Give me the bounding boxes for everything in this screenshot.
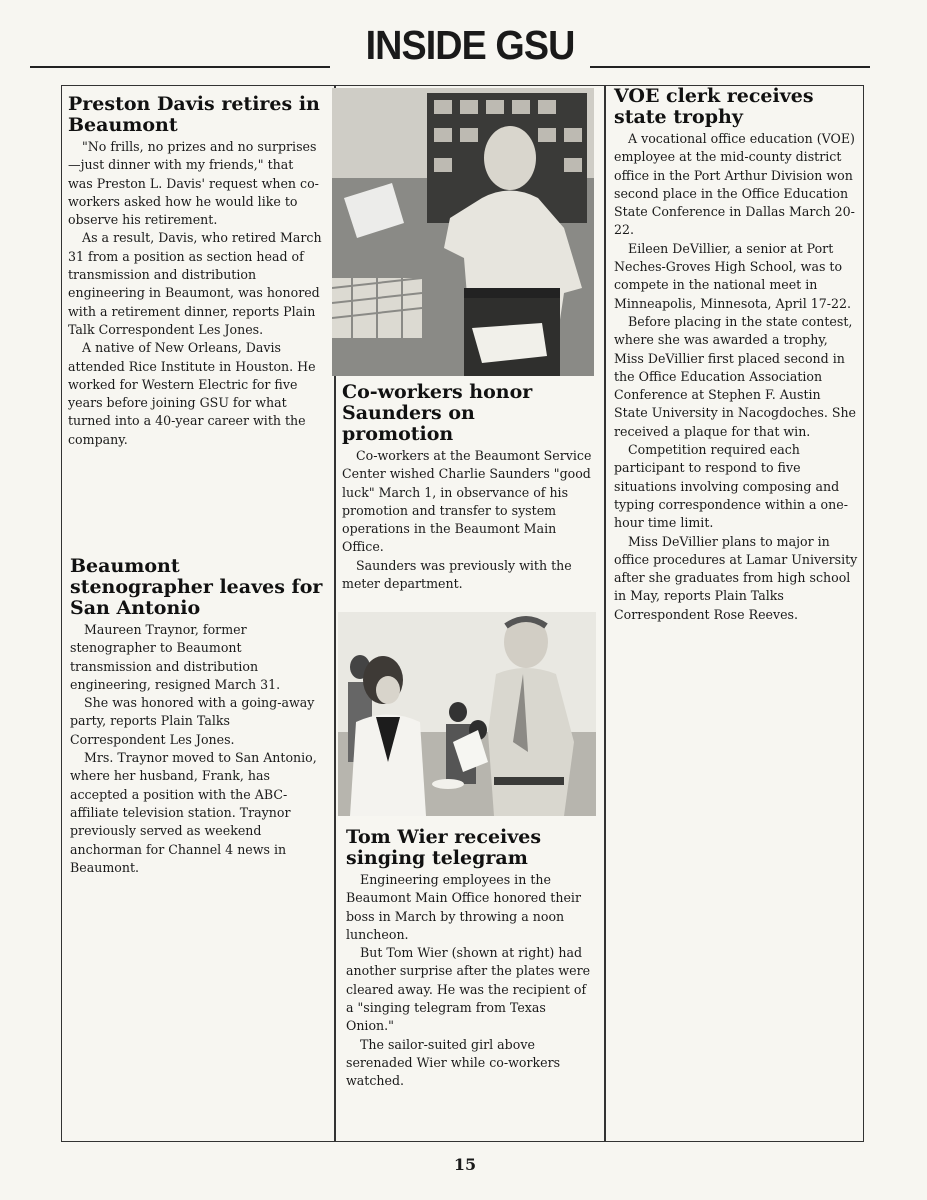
story-paragraph: Eileen DeVillier, a senior at Port Neches-Groves High School, was to compete in the national meet in Minneapolis, Minnesota, April 17-22. [614, 240, 852, 311]
page-number: 15 [453, 1155, 477, 1174]
story-paragraph: But Tom Wier (shown at right) had another surprise after the plates were cleared away. He was the recipient of a "singing telegram from Texas Onion." [346, 945, 591, 1034]
story-saunders [342, 382, 592, 593]
photo-saunders [332, 88, 594, 376]
story-paragraph: As a result, Davis, who retired March 31 from a position as section head of transmission and distribution engineering in Beaumont, was honored with a retirement dinner, reports Plain Talk Correspondent Les Jones. [68, 230, 322, 337]
story-headline: Co-workers honor Saunders on promotion [342, 381, 533, 445]
article-frame [61, 85, 864, 1142]
story-wier [346, 827, 592, 1091]
story-paragraph: Co-workers at the Beaumont Service Center wished Charlie Saunders "good luck" March 1, in observance of his promotion and transfer to system operations in the Beaumont Main Office. [342, 448, 592, 555]
story-voe [614, 86, 858, 624]
story-traynor [70, 556, 324, 877]
story-paragraph: A vocational office education (VOE) employee at the mid-county district office in the Port Arthur Division won second place in the Office Education State Conference in Dallas March 20-22. [614, 131, 855, 238]
story-headline: Preston Davis retires in Beaumont [68, 93, 320, 136]
story-headline: Tom Wier receives singing telegram [346, 826, 542, 869]
section-title: INSIDE GSU [365, 22, 575, 68]
story-paragraph: The sailor-suited girl above serenaded Wier while co-workers watched. [346, 1036, 561, 1089]
story-paragraph: Maureen Traynor, former stenographer to Beaumont transmission and distribution engineering, resigned March 31. [70, 622, 281, 692]
story-paragraph: A native of New Orleans, Davis attended Rice Institute in Houston. He worked for Western Electric for five years before joining GSU for what turned into a 40-year career with the company. [68, 340, 316, 447]
story-paragraph: Miss DeVillier plans to major in office procedures at Lamar University after she graduates from high school in May, reports Plain Talks Correspondent Rose Reeves. [614, 533, 858, 622]
header-rule-right [590, 66, 870, 68]
story-davis [68, 94, 322, 449]
header-rule-left [30, 66, 330, 68]
story-paragraph: Competition required each participant to respond to five situations involving composing and typing correspondence within a one-hour time limit. [614, 442, 848, 531]
story-paragraph: Engineering employees in the Beaumont Main Office honored their boss in March by throwing a noon luncheon. [346, 872, 581, 942]
saunders-photo-illustration [332, 88, 594, 376]
story-paragraph: She was honored with a going-away party, reports Plain Talks Correspondent Les Jones. [70, 695, 315, 747]
wier-photo-illustration [338, 612, 596, 816]
section-header [30, 22, 870, 76]
story-paragraph: Before placing in the state contest, where she was awarded a trophy, Miss DeVillier first placed second in the Office Education Association Conference at Stephen F. Austin State University in Nacogdoches. She received a plaque for that win. [614, 313, 857, 439]
photo-wier [338, 612, 596, 816]
story-paragraph: Mrs. Traynor moved to San Antonio, where her husband, Frank, has accepted a position with the ABC-affiliate television station. Traynor previously served as weekend anchorman for Channel 4 news in Beaumont. [70, 750, 317, 875]
story-paragraph: "No frills, no prizes and no surprises—just dinner with my friends," that was Preston L. Davis' request when co-workers asked how he would like to observe his retirement. [68, 139, 319, 228]
story-headline: VOE clerk receives state trophy [614, 85, 814, 128]
column-divider [604, 86, 606, 1141]
story-paragraph: Saunders was previously with the meter department. [342, 557, 572, 592]
story-headline: Beaumont stenographer leaves for San Antonio [70, 555, 323, 619]
